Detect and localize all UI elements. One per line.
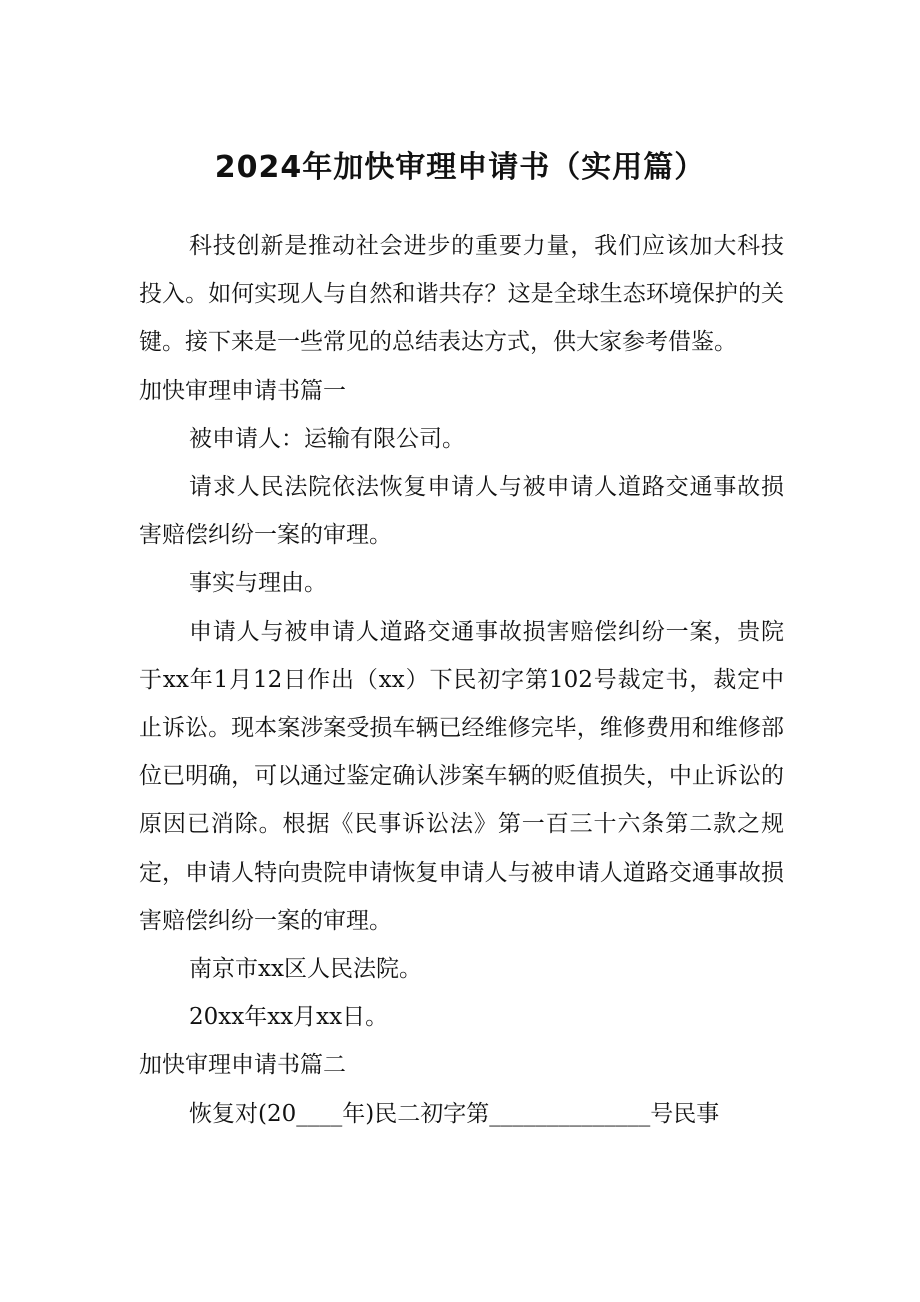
restore-paragraph: 恢复对(20____年)民二初字第______________号民事 (189, 1100, 720, 1127)
facts-heading: 事实与理由。 (189, 570, 327, 597)
request-paragraph: 请求人民法院依法恢复申请人与被申请人道路交通事故损害赔偿纠纷一案的审理。 (139, 474, 784, 549)
addressee-line: 南京市xx区人民法院。 (189, 956, 422, 983)
respondent-line: 被申请人：运输有限公司。 (189, 425, 465, 452)
intro-paragraph: 科技创新是推动社会进步的重要力量，我们应该加大科技投入。如何实现人与自然和谐共存？这是全球生态环境保护的关键。接下来是一些常见的总结表达方式，供大家参考借鉴。 (139, 233, 784, 356)
document-title: 2024年加快审理申请书（实用篇） (214, 150, 706, 185)
section-heading-one: 加快审理申请书篇一 (139, 377, 346, 404)
section-heading-two: 加快审理申请书篇二 (139, 1052, 346, 1079)
date-line: 20xx年xx月xx日。 (189, 1004, 389, 1031)
document-body (139, 222, 784, 1138)
facts-paragraph: 申请人与被申请人道路交通事故损害赔偿纠纷一案，贵院于xx年1月12日作出（xx）下民初字第102号裁定书，裁定中止诉讼。现本案涉案受损车辆已经维修完毕，维修费用和维修部位已明确，可以通过鉴定确认涉案车辆的贬值损失，中止诉讼的原因已消除。根据《民事诉讼法》第一百三十六条第二款之规定，申请人特向贵院申请恢复申请人与被申请人道路交通事故损害赔偿纠纷一案的审理。 (139, 618, 784, 934)
